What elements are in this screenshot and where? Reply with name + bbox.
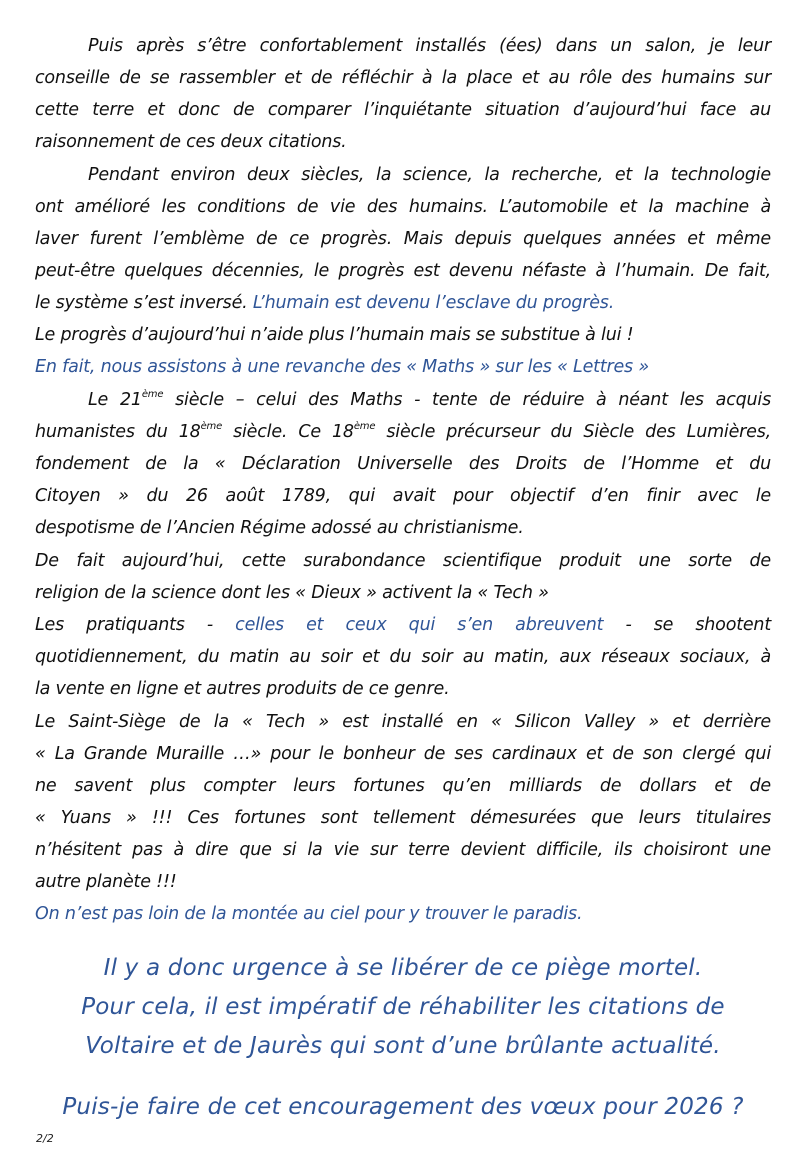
p2-emphasis-revanche: En fait, nous assistons à une revanche des « Maths » sur les « Lettres » bbox=[35, 357, 649, 377]
p3-l1-b: siècle – celui des Maths - tente de réduire à néant les acquis bbox=[163, 390, 771, 410]
p5-line-3: ne savent plus compter leurs fortunes qu’en milliards de dollars et de bbox=[35, 776, 771, 796]
p2-line-5 bbox=[35, 292, 771, 314]
p4-l3-a: Les pratiquants - bbox=[35, 615, 236, 635]
p3-l2-a: humanistes du 18 bbox=[35, 422, 201, 442]
p1-line-3: cette terre et donc de comparer l’inquiétante situation d’aujourd’hui face au bbox=[35, 100, 771, 120]
p5-line-5: n’hésitent pas à dire que si la vie sur terre devient difficile, ils choisiront une bbox=[35, 840, 771, 860]
p4-l3-b: - se shootent bbox=[603, 615, 771, 635]
closing-line-2: Pour cela, il est impératif de réhabiliter les citations de bbox=[81, 994, 725, 1020]
p2-line-3: laver furent l’emblème de ce progrès. Mais depuis quelques années et même bbox=[35, 229, 771, 249]
p5-line-1: Le Saint-Siège de la « Tech » est installé en « Silicon Valley » et derrière bbox=[35, 712, 771, 732]
p3-line-3: fondement de la « Déclaration Universelle des Droits de l’Homme et du bbox=[35, 454, 771, 474]
p2-emphasis-slave: L’humain est devenu l’esclave du progrès. bbox=[252, 293, 615, 313]
p2-line-6: Le progrès d’aujourd’hui n’aide plus l’humain mais se substitue à lui ! bbox=[35, 325, 634, 345]
closing-line-1: Il y a donc urgence à se libérer de ce piège mortel. bbox=[103, 955, 703, 981]
closing-line-3: Voltaire et de Jaurès qui sont d’une brûlante actualité. bbox=[85, 1033, 721, 1059]
p3-l2-b: siècle. Ce 18 bbox=[222, 422, 354, 442]
p2-line-5-text: le système s’est inversé. bbox=[35, 293, 253, 313]
p3-l1-a: Le 21 bbox=[88, 390, 142, 410]
p4-line-5: la vente en ligne et autres produits de ce genre. bbox=[35, 679, 450, 699]
p3-l2-sup1: ème bbox=[200, 421, 223, 432]
p4-emphasis-abreuvent: celles et ceux qui s’en abreuvent bbox=[235, 615, 604, 635]
p4-line-4: quotidiennement, du matin au soir et du soir au matin, aux réseaux sociaux, à bbox=[35, 647, 771, 667]
p4-line-1: De fait aujourd’hui, cette surabondance scientifique produit une sorte de bbox=[35, 551, 771, 571]
p5-line-4: « Yuans » !!! Ces fortunes sont tellement démesurées que leurs titulaires bbox=[35, 808, 771, 828]
p5-line-6: autre planète !!! bbox=[35, 872, 177, 892]
p3-line-2 bbox=[35, 421, 771, 443]
p2-line-4: peut-être quelques décennies, le progrès est devenu néfaste à l’humain. De fait, bbox=[35, 261, 771, 281]
p3-line-5: despotisme de l’Ancien Régime adossé au christianisme. bbox=[35, 518, 524, 538]
p2-line-2: ont amélioré les conditions de vie des humains. L’automobile et la machine à bbox=[35, 197, 771, 217]
p3-line-4: Citoyen » du 26 août 1789, qui avait pour objectif d’en finir avec le bbox=[35, 486, 771, 506]
p3-l2-sup2: ème bbox=[353, 421, 376, 432]
p1-line-1: Puis après s’être confortablement installés (ées) dans un salon, je leur bbox=[88, 36, 771, 56]
p4-line-2: religion de la science dont les « Dieux » activent la « Tech » bbox=[35, 583, 549, 603]
closing-line-4: Puis-je faire de cet encouragement des vœux pour 2026 ? bbox=[62, 1094, 744, 1120]
p4-line-3 bbox=[35, 614, 771, 636]
p5-line-2: « La Grande Muraille …» pour le bonheur de ses cardinaux et de son clergé qui bbox=[35, 744, 771, 764]
p5-emphasis-paradis: On n’est pas loin de la montée au ciel pour y trouver le paradis. bbox=[35, 904, 583, 924]
p2-line-1: Pendant environ deux siècles, la science, la recherche, et la technologie bbox=[88, 165, 771, 185]
p3-l1-sup: ème bbox=[141, 389, 164, 400]
page-number: 2/2 bbox=[36, 1132, 54, 1145]
p1-line-4: raisonnement de ces deux citations. bbox=[35, 132, 347, 152]
p3-line-1 bbox=[35, 389, 771, 411]
p1-line-2: conseille de se rassembler et de réfléchir à la place et au rôle des humains sur bbox=[35, 68, 771, 88]
p3-l2-c: siècle précurseur du Siècle des Lumières, bbox=[375, 422, 771, 442]
